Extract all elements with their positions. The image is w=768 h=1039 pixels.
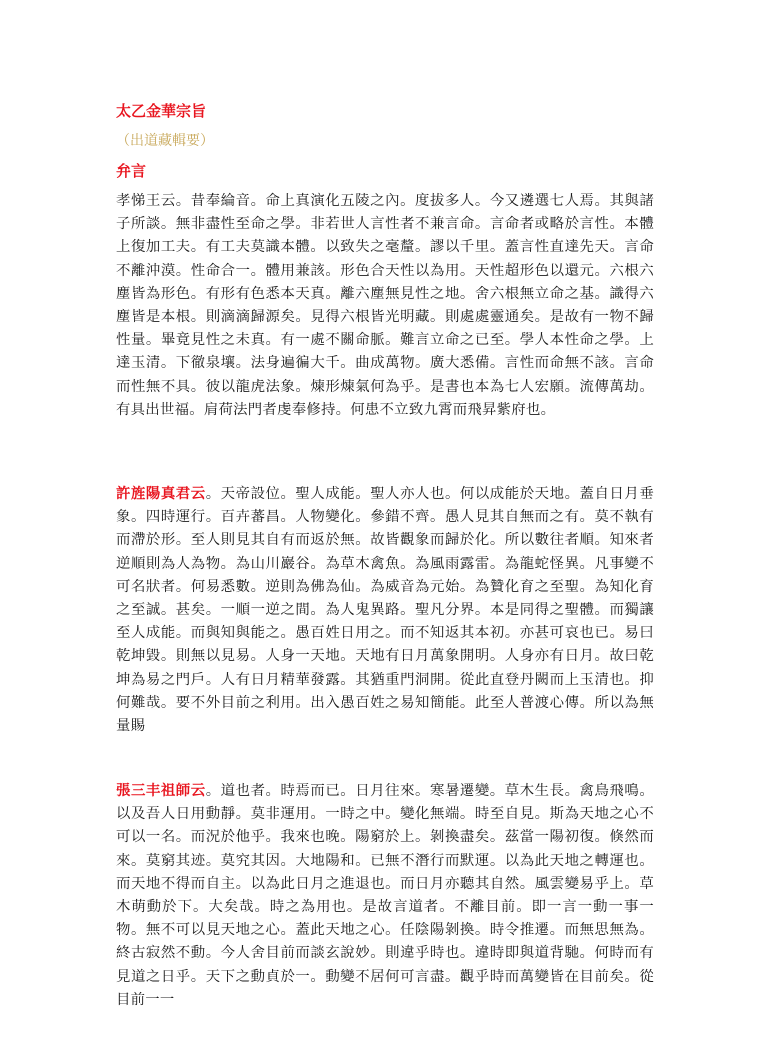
paragraph-gap (116, 445, 654, 482)
paragraph-gap (116, 742, 654, 779)
paragraph-2 (116, 482, 654, 738)
document-page (116, 100, 654, 1039)
paragraph-1 (116, 190, 654, 422)
document-title: 太乙金華宗旨 (116, 102, 207, 120)
speaker-name: 許旌陽真君云 (116, 485, 206, 502)
speaker-name: 張三丰祖師云 (116, 782, 206, 799)
paragraph-block (116, 779, 654, 1039)
paragraph-3 (116, 779, 654, 1012)
paragraph-block (116, 482, 654, 742)
section-heading: 弁言 (116, 162, 147, 180)
paragraph-text: 。道也者。時焉而已。日月往來。寒暑遷變。草木生長。禽鳥飛鳴。以及吾人日用動靜。莫非運用。一時之中。變化無端。時至自見。斯為天地之心不可以一名。而況於他乎。我來也晚。陽窮於上。剝換盡矣。茲當一陽初復。倏然而來。莫窮其迹。莫究其因。大地陽和。已無不潛行而默運。以為此天地之轉運也。而天地不得而自主。以為此日月之進退也。而日月亦聽其自然。風雲變易乎上。草木萌動於下。大矣哉。時之為用也。是故言道者。不離目前。即一言一動一事一物。無不可以見天地之心。蓋此天地之心。任陰陽剝換。時令推遷。而無思無為。終古寂然不動。今人舍目前而談玄說妙。則違乎時也。違時即與道背馳。何時而有見道之日乎。天下之動貞於一。動變不居何可言盡。觀乎時而萬變皆在目前矣。從目前一一 (116, 783, 654, 1008)
paragraph-text: 孝悌王云。昔奉綸音。命上真演化五陵之內。度拔多人。今又遴選七人焉。其與諸子所談。無非盡性至命之學。非若世人言性者不兼言命。言命者或略於言性。本體上復加工夫。有工夫莫識本體。以致失之毫釐。謬以千里。蓋言性直達先天。言命不離沖漠。性命合一。體用兼該。形色合天性以為用。天性超形色以還元。六根六塵皆為形色。有形有色悉本天真。離六塵無見性之地。舍六根無立命之基。識得六塵皆是本根。則滴滴歸源矣。見得六根皆光明藏。則處處靈通矣。是故有一物不歸性量。畢竟見性之未真。有一處不關命脈。難言立命之已至。學人本性命之學。上達玉清。下徹泉壤。法身遍徧大千。曲成萬物。廣大悉備。言性而命無不該。言命而性無不具。彼以龍虎法象。煉形煉氣何為乎。是書也本為七人宏願。流傳萬劫。有具出世福。肩荷法門者虔奉修持。何患不立致九霄而飛昇紫府也。 (116, 193, 654, 418)
source-note: （出道藏輯要） (116, 133, 214, 149)
paragraph-text: 。天帝設位。聖人成能。聖人亦人也。何以成能於天地。蓋自日月垂象。四時運行。百卉蕃昌。人物變化。參錯不齊。愚人見其自無而之有。莫不執有而滯於形。至人則見其自有而返於無。故皆觀象而歸於化。所以數往者順。知來者逆順則為人為物。為山川巖谷。為草木禽魚。為風雨露雷。為龍蛇怪異。凡事變不可名狀者。何易悉數。逆則為佛為仙。為威音為元始。為贊化育之至聖。為知化育之至誠。甚矣。一順一逆之間。為人鬼異路。聖凡分界。本是同得之聖體。而獨讓至人成能。而與知與能之。愚百姓日用之。而不知返其本初。亦甚可哀也已。易曰乾坤毀。則無以見易。人身一天地。天地有日月萬象開明。人身亦有日月。故曰乾坤為易之門戶。人有日月精華發露。其猶重門洞開。從此直登丹闕而上玉清也。抑何難哉。要不外目前之利用。出入愚百姓之易知簡能。此至人普渡心傳。所以為無量賜 (116, 486, 654, 735)
paragraph-block (116, 190, 654, 445)
